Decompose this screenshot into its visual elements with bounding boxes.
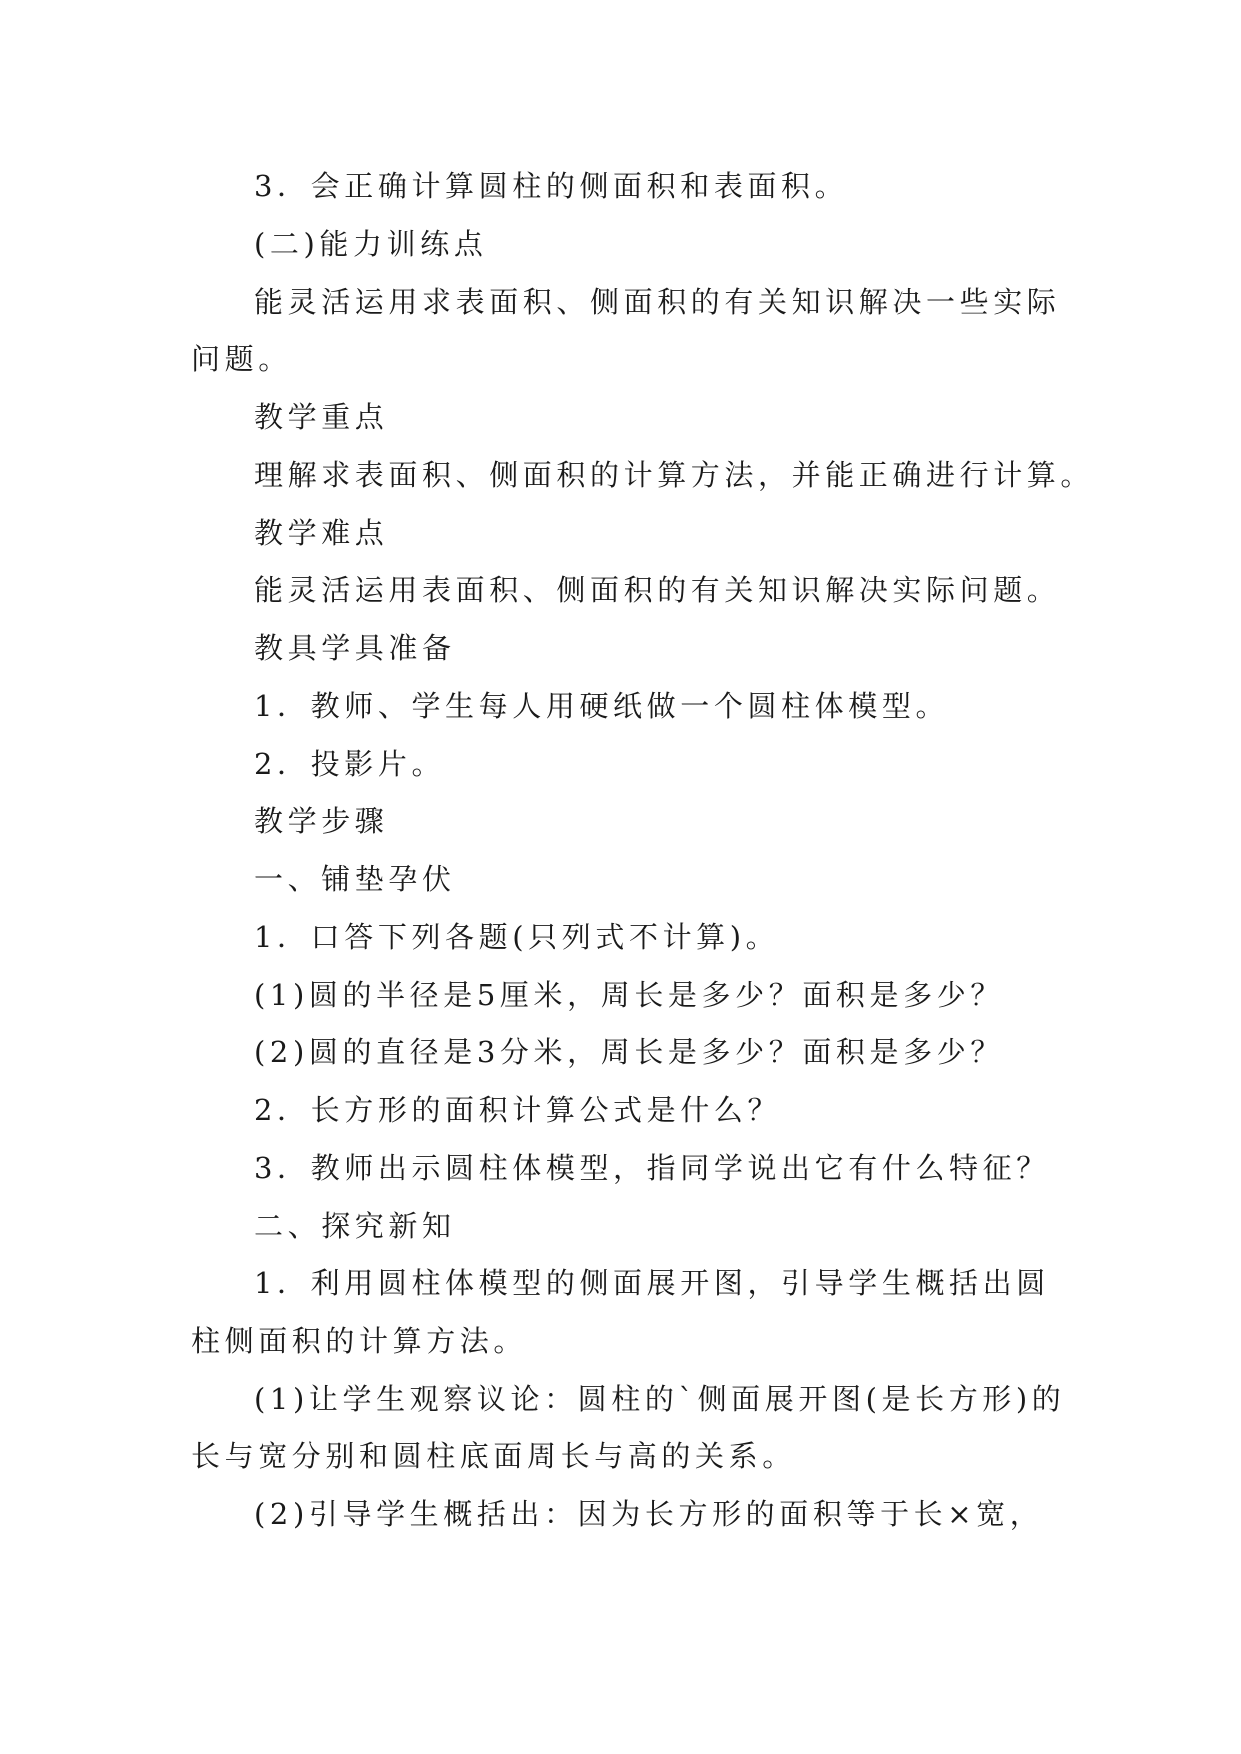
paragraph-line: 理解求表面积、侧面积的计算方法，并能正确进行计算。 <box>254 458 1095 492</box>
paragraph-line: (1)让学生观察议论：圆柱的`侧面展开图(是长方形)的 <box>254 1382 1066 1416</box>
paragraph-line: 长与宽分别和圆柱底面周长与高的关系。 <box>191 1439 796 1473</box>
paragraph-line: 能灵活运用求表面积、侧面积的有关知识解决一些实际 <box>254 285 1061 319</box>
list-item: 3．教师出示圆柱体模型，指同学说出它有什么特征？ <box>254 1151 1050 1185</box>
list-item: 2．投影片。 <box>254 747 446 781</box>
list-item: 1．口答下列各题(只列式不计算)。 <box>254 920 780 954</box>
list-item: 1．教师、学生每人用硬纸做一个圆柱体模型。 <box>254 689 950 723</box>
paragraph-line: 问题。 <box>191 342 292 376</box>
paragraph-line: 1．利用圆柱体模型的侧面展开图，引导学生概括出圆 <box>254 1266 1050 1300</box>
section-heading: (二)能力训练点 <box>254 227 488 261</box>
section-heading: 教学步骤 <box>254 804 389 838</box>
list-item: (2)圆的直径是3分米，周长是多少？面积是多少？ <box>254 1035 1004 1069</box>
section-heading: 教学重点 <box>254 400 389 434</box>
paragraph-line: 能灵活运用表面积、侧面积的有关知识解决实际问题。 <box>254 573 1061 607</box>
paragraph-line: (2)引导学生概括出：因为长方形的面积等于长×宽， <box>254 1497 1044 1531</box>
section-heading: 教具学具准备 <box>254 631 456 665</box>
section-heading: 一、铺垫孕伏 <box>254 862 456 896</box>
list-item: (1)圆的半径是5厘米，周长是多少？面积是多少？ <box>254 978 1004 1012</box>
text-line: 3．会正确计算圆柱的侧面积和表面积。 <box>254 169 849 203</box>
section-heading: 二、探究新知 <box>254 1209 456 1243</box>
paragraph-line: 柱侧面积的计算方法。 <box>191 1324 528 1358</box>
list-item: 2．长方形的面积计算公式是什么？ <box>254 1093 782 1127</box>
section-heading: 教学难点 <box>254 516 389 550</box>
